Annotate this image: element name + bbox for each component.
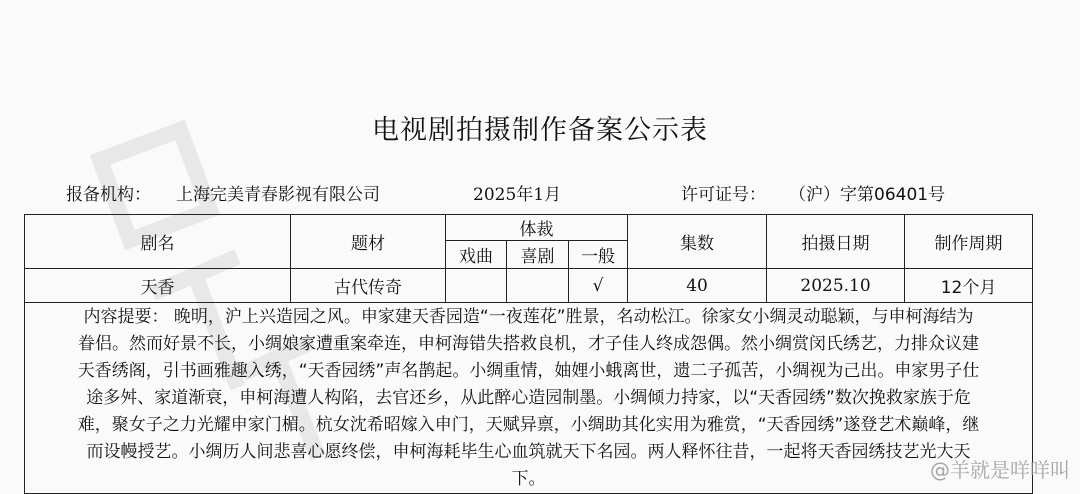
document-title: 电视剧拍摄制作备案公示表 xyxy=(372,115,708,146)
summary-line: 而设幔授艺。小绸历人间悲喜心愿终偿，申柯海耗毕生心血筑就天下名园。两人释怀往昔，一起将天香园绣技艺光大天 xyxy=(86,441,971,462)
cell-genre-comedy xyxy=(507,269,569,303)
cell-episodes: 40 xyxy=(628,269,767,303)
table-header-row xyxy=(25,215,1033,241)
summary-line: 内容提要： 晚明，沪上兴造园之风。申家建天香园造“一夜莲花”胜景，名动松江。徐家女小绸灵动聪颖，与申柯海结为 xyxy=(83,306,974,327)
table-row xyxy=(25,269,1033,303)
cell-genre-general: √ xyxy=(569,269,628,303)
summary-line: 天香绣阁，引书画雅趣入绣，“天香园绣”声名鹊起。小绸重情，妯娌小蛾离世，遗二子孤苦，小绸视为己出。申家男子仕 xyxy=(77,360,980,381)
cell-subject: 古代传奇 xyxy=(291,269,446,303)
license-label: 许可证号： xyxy=(681,185,766,205)
cell-shoot-date: 2025.10 xyxy=(767,269,905,303)
header-genre-general: 一般 xyxy=(569,241,628,269)
cell-name: 天香 xyxy=(25,269,291,303)
filing-table xyxy=(24,214,1033,494)
filing-date: 2025年1月 xyxy=(473,185,562,205)
header-genre: 体裁 xyxy=(446,215,628,241)
header-shoot-date: 拍摄日期 xyxy=(767,215,905,269)
license-value: （沪）字第06401号 xyxy=(789,185,946,205)
filing-org-label: 报备机构： xyxy=(66,185,151,205)
header-cycle: 制作周期 xyxy=(905,215,1033,269)
summary-cell xyxy=(25,303,1033,494)
header-genre-comedy: 喜剧 xyxy=(507,241,569,269)
summary-line: 下。 xyxy=(511,468,546,489)
header-name: 剧名 xyxy=(25,215,291,269)
cell-genre-opera xyxy=(446,269,507,303)
summary-row xyxy=(25,303,1033,494)
header-subject: 题材 xyxy=(291,215,446,269)
summary-line: 途多舛、家道渐衰，申柯海遭人构陷，去官还乡，从此醉心造园制墨。小绸倾力持家，以“天香园绣”数次挽救家族于危 xyxy=(86,387,971,408)
header-genre-opera: 戏曲 xyxy=(446,241,507,269)
source-credit: @羊就是咩咩叫 xyxy=(930,458,1070,482)
summary-line: 难，聚女子之力光耀申家门楣。杭女沈希昭嫁入申门，天赋异禀，小绸助其化实用为雅赏，“天香园绣”遂登艺术巅峰，继 xyxy=(77,414,980,435)
header-episodes: 集数 xyxy=(628,215,767,269)
summary-line: 眷侣。然而好景不长，小绸娘家遭重案牵连，申柯海错失搭救良机，才子佳人终成怨偶。然小绸赏闵氏绣艺，力排众议建 xyxy=(78,333,980,354)
cell-cycle: 12个月 xyxy=(905,269,1033,303)
filing-org-value: 上海完美青春影视有限公司 xyxy=(176,185,380,205)
